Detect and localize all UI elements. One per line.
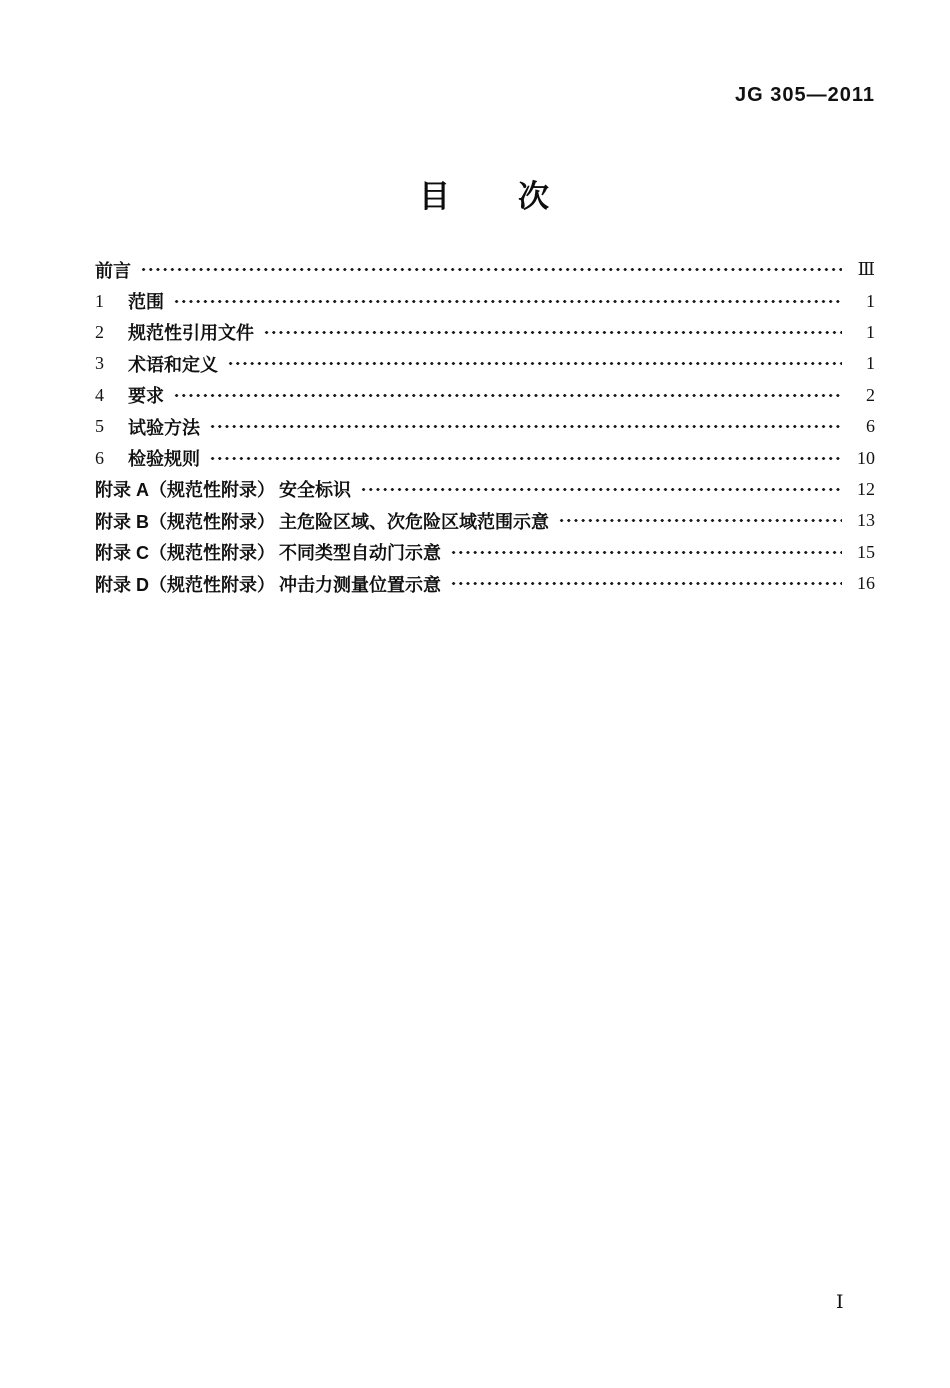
toc-page-number: 1 xyxy=(866,290,875,311)
toc-entry-label: 附录 A（规范性附录） xyxy=(95,480,275,501)
footer-page-number: Ⅰ xyxy=(836,1292,844,1313)
toc-entry-sublabel: 不同类型自动门示意 xyxy=(279,543,441,564)
toc-page-number: 1 xyxy=(866,321,875,342)
dotted-leader xyxy=(140,254,842,285)
toc-page-number: 6 xyxy=(866,416,875,437)
dotted-leader xyxy=(360,474,842,505)
toc-page-number: 16 xyxy=(857,573,875,594)
toc-entry-label: 要求 xyxy=(128,386,164,407)
toc-entry-sublabel: 主危险区域、次危险区域范围示意 xyxy=(279,511,549,532)
toc-entry-label: 术语和定义 xyxy=(128,354,218,375)
toc-entry xyxy=(95,442,875,473)
toc-page-number: 12 xyxy=(857,478,875,499)
dotted-leader xyxy=(173,286,842,317)
toc-page-number: 10 xyxy=(857,447,875,468)
dotted-leader xyxy=(450,568,842,599)
toc-page-number: Ⅲ xyxy=(857,259,875,280)
toc-entry-label: 检验规则 xyxy=(128,449,200,470)
toc-entry xyxy=(95,317,875,348)
toc-entry xyxy=(95,568,875,599)
toc-entry-number: 5 xyxy=(95,416,104,437)
toc-entry xyxy=(95,254,875,285)
toc-entry xyxy=(95,348,875,379)
dotted-leader xyxy=(227,348,842,379)
toc-entry xyxy=(95,285,875,316)
toc-entry-label: 规范性引用文件 xyxy=(128,323,254,344)
toc-entry-label: 试验方法 xyxy=(128,417,200,438)
toc-entry-number: 1 xyxy=(95,290,104,311)
toc-page-number: 13 xyxy=(857,510,875,531)
toc-page-number: 2 xyxy=(866,384,875,405)
toc-entry-label: 范围 xyxy=(128,292,164,313)
toc-entry-label: 前言 xyxy=(95,260,131,281)
toc-entry xyxy=(95,537,875,568)
toc-entry-label: 附录 B（规范性附录） xyxy=(95,511,275,532)
toc-entry-number: 2 xyxy=(95,321,104,342)
toc-list xyxy=(95,254,875,599)
toc-entry xyxy=(95,505,875,536)
dotted-leader xyxy=(558,505,842,536)
toc-entry-number: 3 xyxy=(95,353,104,374)
toc-entry xyxy=(95,380,875,411)
dotted-leader xyxy=(209,443,842,474)
standard-code: JG 305—2011 xyxy=(735,84,875,106)
toc-page-number: 15 xyxy=(857,541,875,562)
dotted-leader xyxy=(209,411,842,442)
dotted-leader xyxy=(173,380,842,411)
toc-entry-number: 6 xyxy=(95,447,104,468)
toc-entry-sublabel: 安全标识 xyxy=(279,480,351,501)
toc-entry-label: 附录 D（规范性附录） xyxy=(95,574,275,595)
toc-entry xyxy=(95,411,875,442)
dotted-leader xyxy=(450,537,842,568)
toc-entry-label: 附录 C（规范性附录） xyxy=(95,543,275,564)
toc-entry-sublabel: 冲击力测量位置示意 xyxy=(279,574,441,595)
toc-entry xyxy=(95,474,875,505)
dotted-leader xyxy=(263,317,842,348)
page-title: 目 次 xyxy=(419,179,551,214)
toc-page-number: 1 xyxy=(866,353,875,374)
toc-entry-number: 4 xyxy=(95,384,104,405)
